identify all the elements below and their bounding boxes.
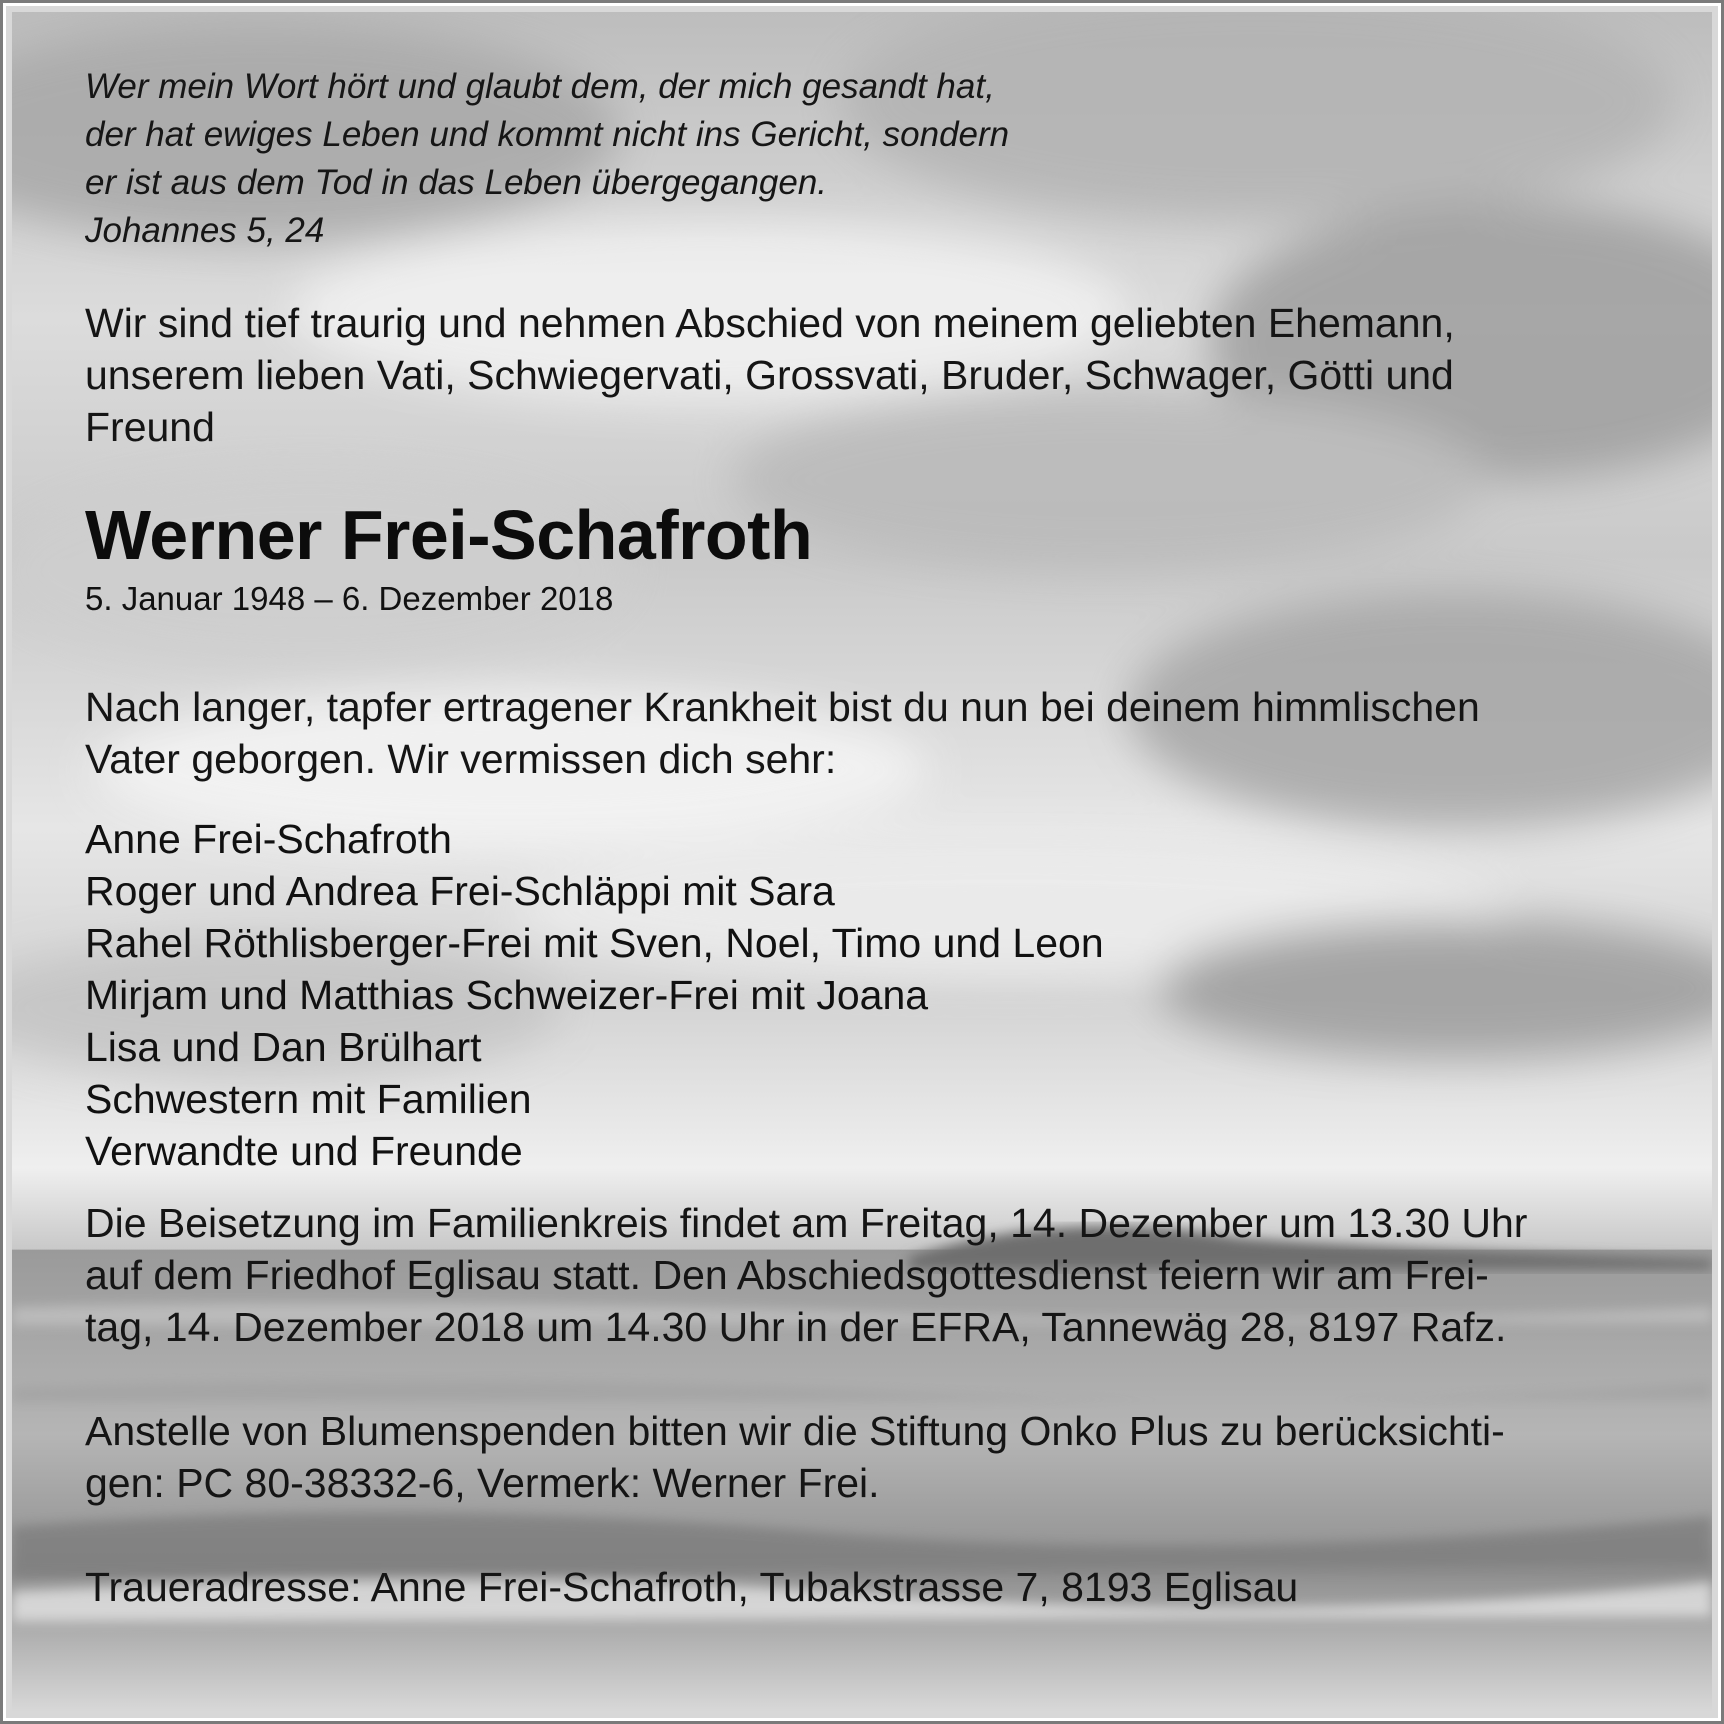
donation-request <box>85 1405 1645 1509</box>
funeral-details <box>85 1197 1645 1353</box>
mourner-entry: Rahel Röthlisberger-Frei mit Sven, Noel, Timo und Leon <box>85 920 1104 966</box>
verse-line: er ist aus dem Tod in das Leben übergegangen. <box>85 163 828 202</box>
intro-line: unserem lieben Vati, Schwiegervati, Grossvati, Bruder, Schwager, Götti und <box>85 352 1454 398</box>
funeral-line: Die Beisetzung im Familienkreis findet am Freitag, 14. Dezember um 13.30 Uhr <box>85 1200 1528 1246</box>
notice-content <box>85 63 1645 1613</box>
verse-reference: Johannes 5, 24 <box>85 211 325 250</box>
mourner-entry: Anne Frei-Schafroth <box>85 816 452 862</box>
message-line: Vater geborgen. Wir vermissen dich sehr: <box>85 736 837 782</box>
verse-line: der hat ewiges Leben und kommt nicht ins Gericht, sondern <box>85 115 1010 154</box>
donation-line: gen: PC 80-38332-6, Vermerk: Werner Frei. <box>85 1460 880 1506</box>
message-line: Nach langer, tapfer ertragener Krankheit bist du nun bei deinem himmlischen <box>85 684 1480 730</box>
donation-line: Anstelle von Blumenspenden bitten wir die Stiftung Onko Plus zu berücksichti- <box>85 1408 1505 1454</box>
intro-line: Wir sind tief traurig und nehmen Abschied von meinem geliebten Ehemann, <box>85 300 1455 346</box>
mourner-entry: Verwandte und Freunde <box>85 1128 523 1174</box>
intro-line: Freund <box>85 404 215 450</box>
message-paragraph <box>85 681 1645 785</box>
bible-verse <box>85 63 1645 255</box>
deceased-name: Werner Frei-Schafroth <box>85 496 813 574</box>
mourner-entry: Schwestern mit Familien <box>85 1076 532 1122</box>
funeral-line: tag, 14. Dezember 2018 um 14.30 Uhr in der EFRA, Tannewäg 28, 8197 Rafz. <box>85 1304 1507 1350</box>
mourner-entry: Lisa und Dan Brülhart <box>85 1024 482 1070</box>
mourner-entry: Roger und Andrea Frei-Schläppi mit Sara <box>85 868 835 914</box>
funeral-line: auf dem Friedhof Eglisau statt. Den Abschiedsgottesdienst feiern wir am Frei- <box>85 1252 1489 1298</box>
intro-paragraph <box>85 297 1645 453</box>
mourner-entry: Mirjam und Matthias Schweizer-Frei mit Joana <box>85 972 929 1018</box>
mourners-list <box>85 813 1645 1177</box>
mourning-address: Traueradresse: Anne Frei-Schafroth, Tubakstrasse 7, 8193 Eglisau <box>85 1564 1299 1610</box>
verse-line: Wer mein Wort hört und glaubt dem, der mich gesandt hat, <box>85 67 995 106</box>
life-dates: 5. Januar 1948 – 6. Dezember 2018 <box>85 580 614 617</box>
